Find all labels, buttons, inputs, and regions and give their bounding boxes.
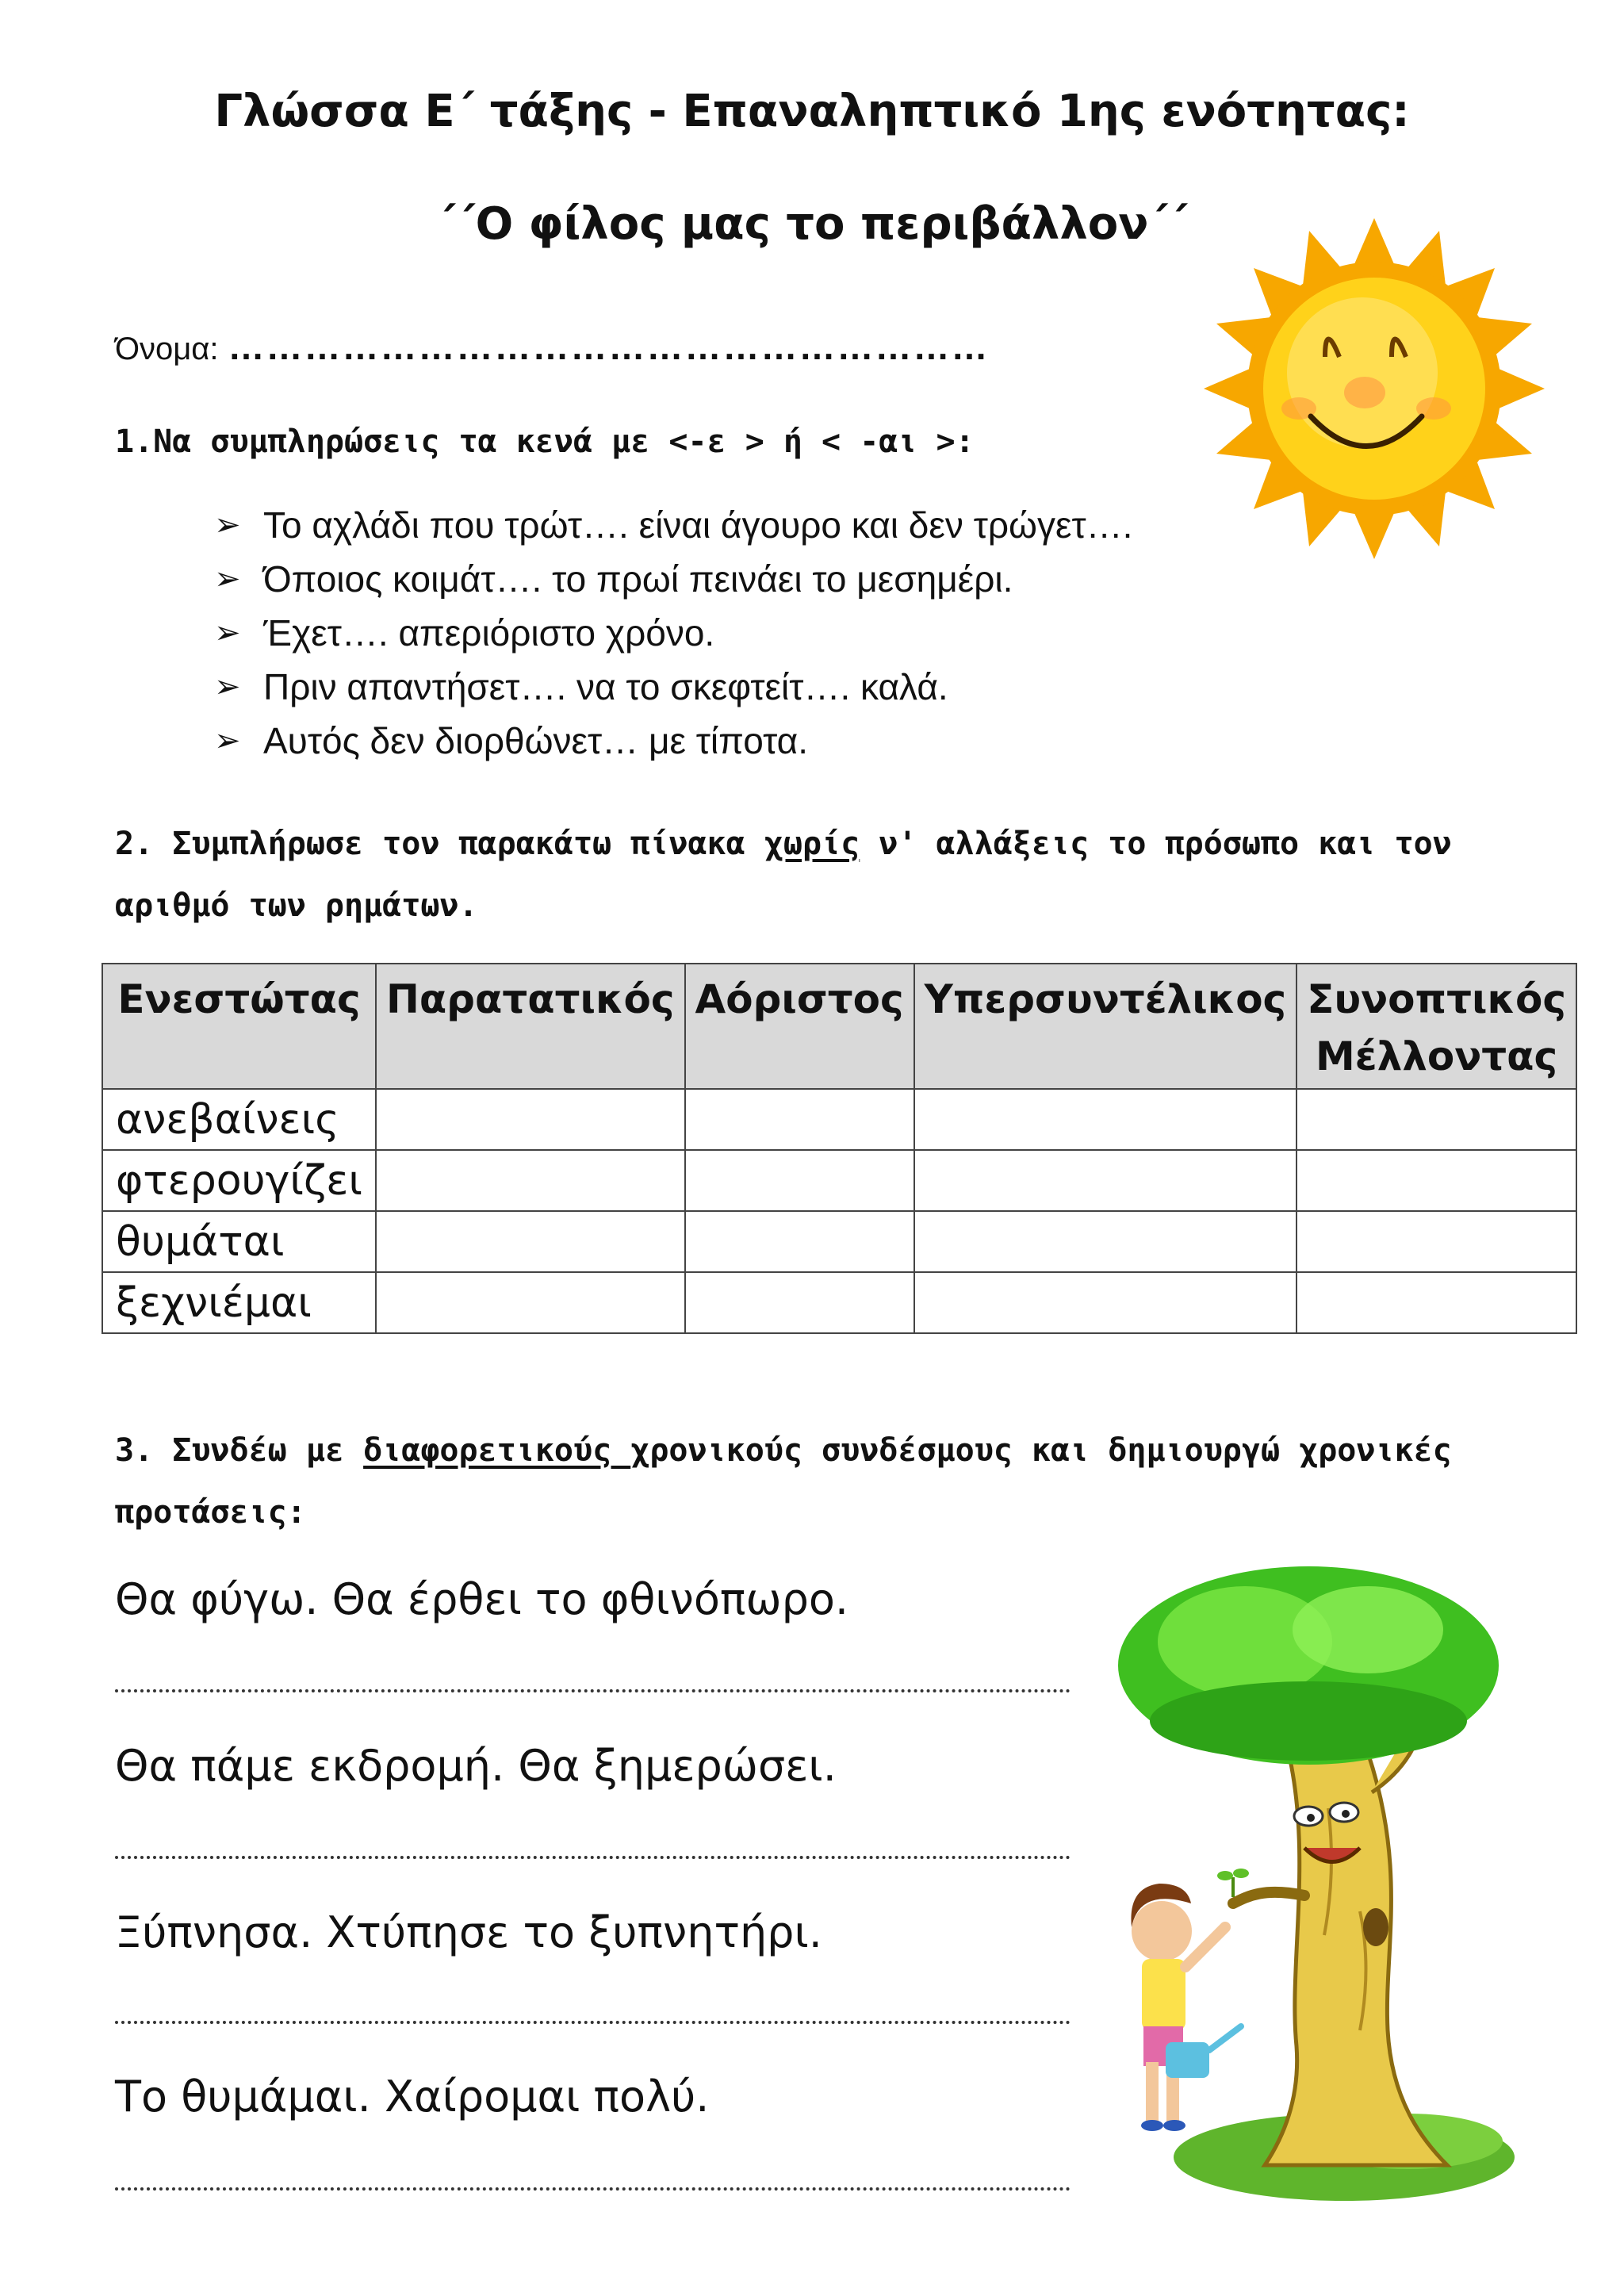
verb-table	[102, 963, 1577, 1334]
arrow-bullet-icon: ➢	[214, 669, 241, 704]
column-header: Παρατατικός	[376, 964, 685, 1089]
column-header: Συνοπτικός Μέλλοντας	[1297, 964, 1576, 1089]
answer-line[interactable]	[115, 1689, 1071, 1692]
q1-list	[214, 498, 1132, 768]
answer-cell[interactable]	[376, 1150, 685, 1211]
sentence-2: Θα πάμε εκδρομή. Θα ξημερώσει.	[115, 1741, 837, 1791]
q1-heading: 1.Να συμπληρώσεις τα κενά με <-ε > ή < -αι >:	[115, 424, 975, 460]
column-header: Αόριστος	[685, 964, 914, 1089]
name-dots: ……………………………………………………	[228, 326, 990, 367]
answer-cell[interactable]	[685, 1272, 914, 1333]
sentence-1: Θα φύγω. Θα έρθει το φθινόπωρο.	[115, 1574, 849, 1624]
table-row	[102, 1150, 1576, 1211]
table-row	[102, 1089, 1576, 1150]
name-label: Όνομα:	[115, 332, 219, 366]
answer-cell[interactable]	[1297, 1211, 1576, 1272]
answer-cell[interactable]	[685, 1150, 914, 1211]
table-cell: θυμάται	[102, 1211, 376, 1272]
table-cell: φτερουγίζει	[102, 1150, 376, 1211]
answer-cell[interactable]	[1297, 1150, 1576, 1211]
sentence-4: Το θυμάμαι. Χαίρομαι πολύ.	[115, 2072, 710, 2122]
cartoon-tree-with-boy-icon	[1106, 1554, 1519, 2213]
answer-cell[interactable]	[1297, 1089, 1576, 1150]
answer-line[interactable]	[115, 2021, 1071, 2024]
answer-cell[interactable]	[685, 1089, 914, 1150]
name-field[interactable]	[115, 325, 990, 368]
answer-cell[interactable]	[914, 1272, 1297, 1333]
page-title: Γλώσσα Ε΄ τάξης - Επαναληπτικό 1ης ενότητας:	[214, 86, 1410, 137]
list-item: ➢ Πριν απαντήσετ…. να το σκεφτείτ…. καλά.	[214, 660, 1132, 714]
q2-heading: 2. Συμπλήρωσε τον παρακάτω πίνακα χωρίς ν' αλλάξεις το πρόσωπο και τον αριθμό των ρημάτων.	[115, 826, 1452, 924]
answer-cell[interactable]	[914, 1211, 1297, 1272]
table-cell: ανεβαίνεις	[102, 1089, 376, 1150]
answer-cell[interactable]	[1297, 1272, 1576, 1333]
column-header: Υπερσυντέλικος	[914, 964, 1297, 1089]
sun-icon	[1196, 214, 1553, 563]
table-row	[102, 1272, 1576, 1333]
list-item: ➢ Αυτός δεν διορθώνετ… με τίποτα.	[214, 714, 1132, 768]
arrow-bullet-icon: ➢	[214, 562, 241, 596]
sentence-3: Ξύπνησα. Χτύπησε το ξυπνητήρι.	[115, 1907, 822, 1957]
page-subtitle: ΄΄Ο φίλος μας το περιβάλλον΄΄	[436, 198, 1188, 250]
answer-cell[interactable]	[685, 1211, 914, 1272]
table-header-row	[102, 964, 1576, 1089]
list-item: ➢ Έχετ…. απεριόριστο χρόνο.	[214, 606, 1132, 660]
answer-cell[interactable]	[376, 1211, 685, 1272]
answer-cell[interactable]	[376, 1272, 685, 1333]
column-header: Ενεστώτας	[102, 964, 376, 1089]
list-item: ➢ Όποιος κοιμάτ…. το πρωί πεινάει το μεσημέρι.	[214, 552, 1132, 606]
answer-cell[interactable]	[914, 1089, 1297, 1150]
answer-cell[interactable]	[376, 1089, 685, 1150]
table-cell: ξεχνιέμαι	[102, 1272, 376, 1333]
q3-heading: 3. Συνδέω με διαφορετικούς χρονικούς συνδέσμους και δημιουργώ χρονικές προτάσεις:	[115, 1432, 1452, 1531]
arrow-bullet-icon: ➢	[214, 508, 241, 542]
list-item: ➢ Το αχλάδι που τρώτ…. είναι άγουρο και δεν τρώγετ….	[214, 498, 1132, 552]
answer-line[interactable]	[115, 2187, 1071, 2191]
table-row	[102, 1211, 1576, 1272]
answer-line[interactable]	[115, 1856, 1071, 1859]
answer-cell[interactable]	[914, 1150, 1297, 1211]
arrow-bullet-icon: ➢	[214, 615, 241, 650]
arrow-bullet-icon: ➢	[214, 723, 241, 758]
